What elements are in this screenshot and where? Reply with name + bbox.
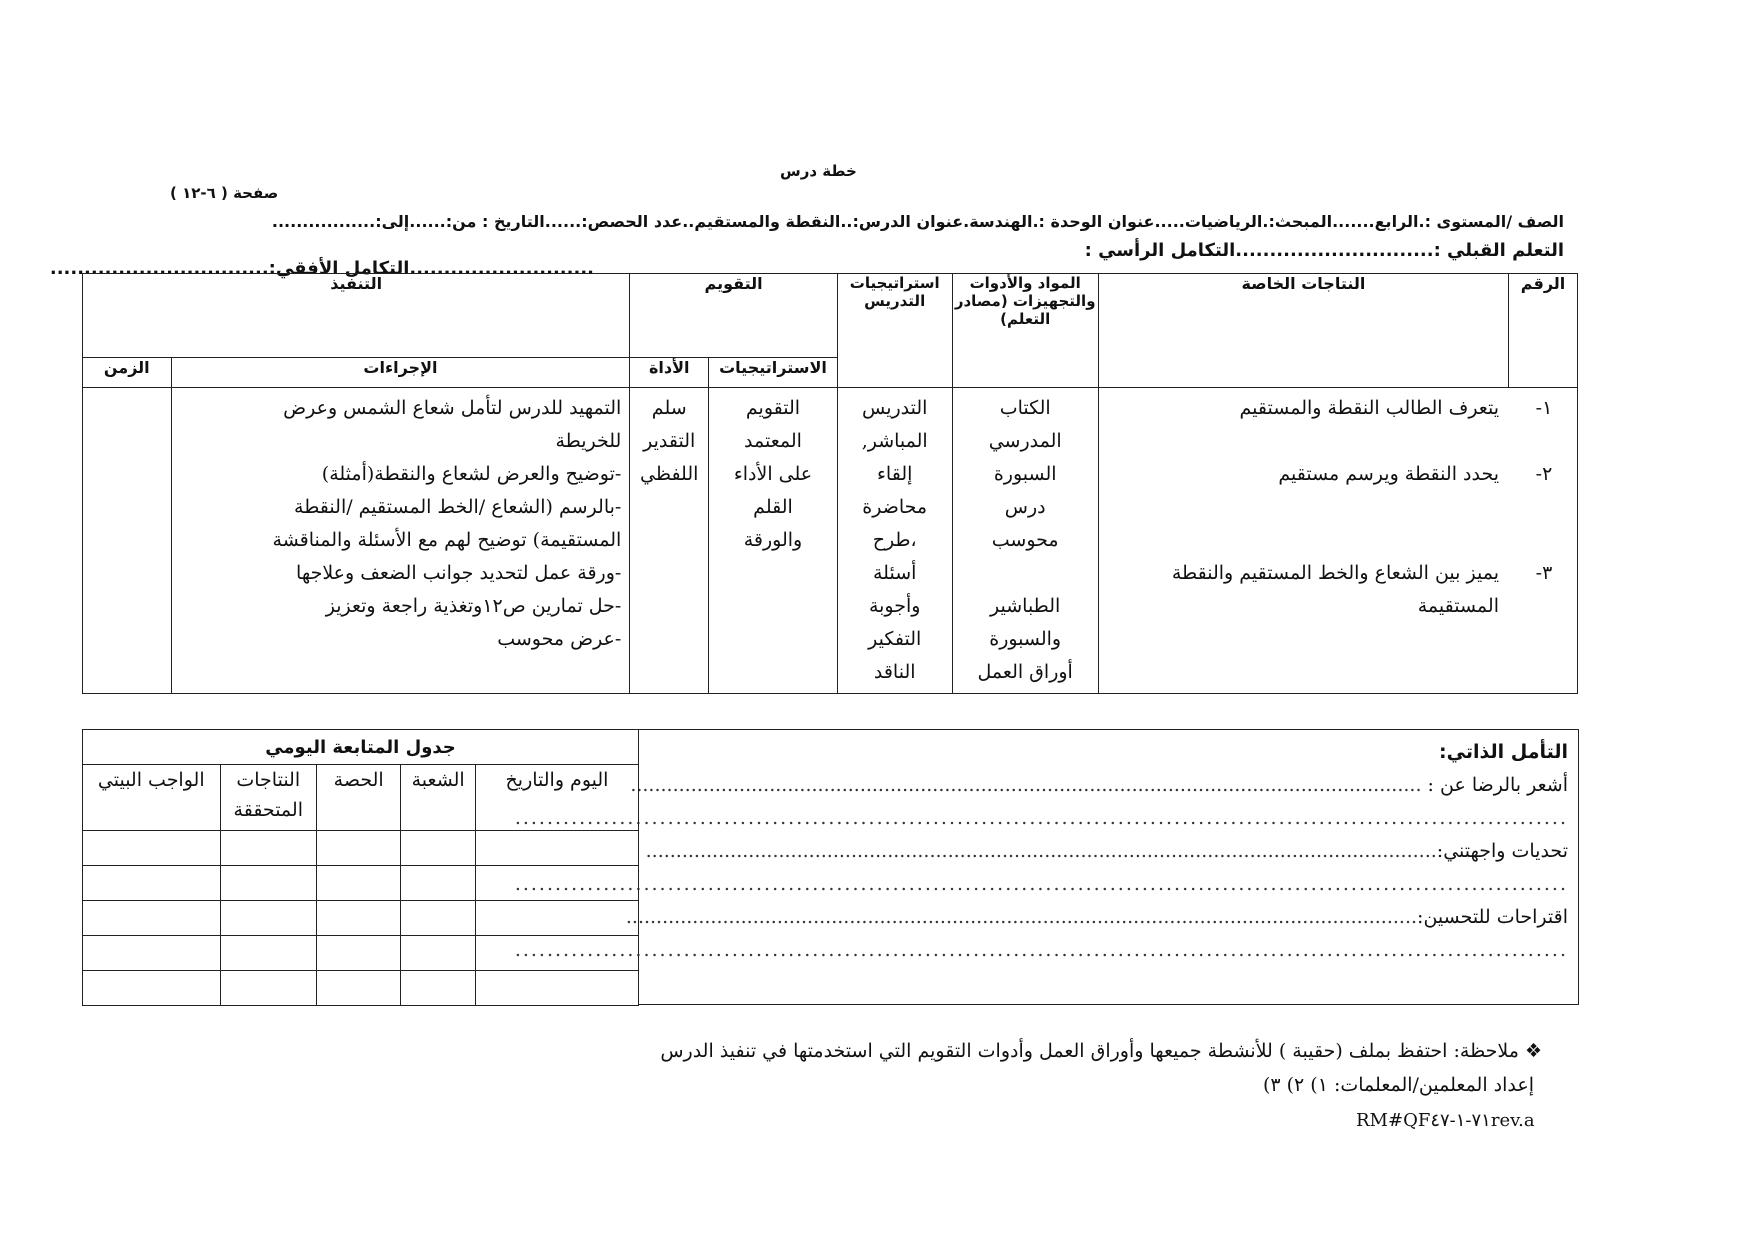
col-period: الحصة xyxy=(317,765,401,831)
followup-title: جدول المتابعة اليومي xyxy=(83,730,639,765)
procedures-cell: التمهيد للدرس لتأمل شعاع الشمس وعرض للخريطة -توضيح والعرض لشعاع والنقطة(أمثلة) -بالرسم (الشعاع /الخط المستقيم /النقطة المستقيمة) توضيح لهم مع الأسئلة والمناقشة -ورقة عمل لتحديد جوانب الضعف وعلاجها -حل تمارين ص١٢وتغذية راجعة وتعزيز -عرض محوسب xyxy=(171,388,630,694)
reflection-suggestions: اقتراحات للتحسين:................................................................................................................................... xyxy=(625,906,1568,928)
prior-learning-line: التعلم القبلي :.............................التكامل الرأسي : xyxy=(1084,240,1564,261)
col-number-header: الرقم xyxy=(1509,274,1578,388)
col-outcomes-header: النتاجات الخاصة xyxy=(1098,274,1508,388)
time-cell xyxy=(83,388,172,694)
outcomes-cell xyxy=(1098,388,1577,694)
assess-strategies-cell: التقويم المعتمد على الأداء القلم والورقة xyxy=(709,388,838,694)
col-materials-header: المواد والأدوات والتجهيزات (مصادر التعلم) xyxy=(952,274,1098,388)
outcome-item: ١- يتعرف الطالب النقطة والمستقيم xyxy=(1239,397,1553,419)
note-text: ❖ ملاحظة: احتفظ بملف (حقيبة ) للأنشطة جميعها وأوراق العمل وأدوات التقويم التي استخدمتها في تنفيذ الدرس xyxy=(660,1040,1542,1062)
time-header: الزمن xyxy=(83,358,172,388)
col-outcomes-achieved: النتاجات المتحققة xyxy=(220,765,317,831)
col-strategies-header: استراتيجيات التدريس xyxy=(837,274,952,388)
lesson-info-line: الصف /المستوى :.الرابع.......المبحث:.الرياضيات.....عنوان الوحدة :.الهندسة.عنوان الدرس:..النقطة والمستقيم..عدد الحصص:......التاريخ : من:......إلى:................. xyxy=(271,212,1564,231)
reflection-dots: ................................................................................................................................... xyxy=(514,873,1568,895)
page-title: خطة درس xyxy=(780,162,857,180)
table-row xyxy=(83,831,639,866)
reflection-dots: ................................................................................................................................... xyxy=(514,939,1568,961)
col-homework: الواجب البيتي xyxy=(83,765,221,831)
assess-tool-header: الأداة xyxy=(630,358,709,388)
assess-strategies-header: الاستراتيجيات xyxy=(709,358,838,388)
col-day-date: اليوم والتاريخ xyxy=(475,765,638,831)
lesson-plan-table xyxy=(82,273,1578,694)
daily-followup-table xyxy=(82,729,639,1006)
table-row xyxy=(83,901,639,936)
outcome-item: ٢- يحدد النقطة ويرسم مستقيم xyxy=(1278,463,1553,485)
materials-cell: الكتاب المدرسي السبورة درس محوسب الطباشير والسبورة أوراق العمل xyxy=(952,388,1098,694)
outcome-item: ٣- يميز بين الشعاع والخط المستقيم والنقطة المستقيمة xyxy=(1171,562,1553,617)
reflection-dots: ................................................................................................................................... xyxy=(514,807,1568,829)
col-section: الشعبة xyxy=(401,765,476,831)
reflection-challenges: تحديات واجهتني:................................................................................................................................... xyxy=(645,840,1568,862)
table-row xyxy=(83,936,639,971)
col-assessment-header: التقويم xyxy=(630,274,838,358)
table-row xyxy=(83,866,639,901)
strategies-cell: التدريس المباشر, إلقاء محاضرة ،طرح أسئلة وأجوبة التفكير الناقد xyxy=(837,388,952,694)
reflection-satisfied: أشعر بالرضا عن : ................................................................................................................................... xyxy=(630,774,1568,796)
table-row xyxy=(83,971,639,1006)
form-code: RM#QF٧١-١-٤٧rev.a xyxy=(1356,1110,1535,1131)
reflection-title: التأمل الذاتي: xyxy=(1439,741,1568,763)
procedures-header: الإجراءات xyxy=(171,358,630,388)
assess-tool-cell: سلم التقدير اللفظي xyxy=(630,388,709,694)
horizontal-integration-line: ...........................التكامل الأفقي:................................ xyxy=(49,258,594,279)
prepared-by: إعداد المعلمين/المعلمات: ١) ٢) ٣) xyxy=(1262,1074,1534,1096)
col-execution-header: التنفيذ xyxy=(83,274,630,358)
page-reference: صفحة ( ٦-١٢ ) xyxy=(170,184,279,202)
